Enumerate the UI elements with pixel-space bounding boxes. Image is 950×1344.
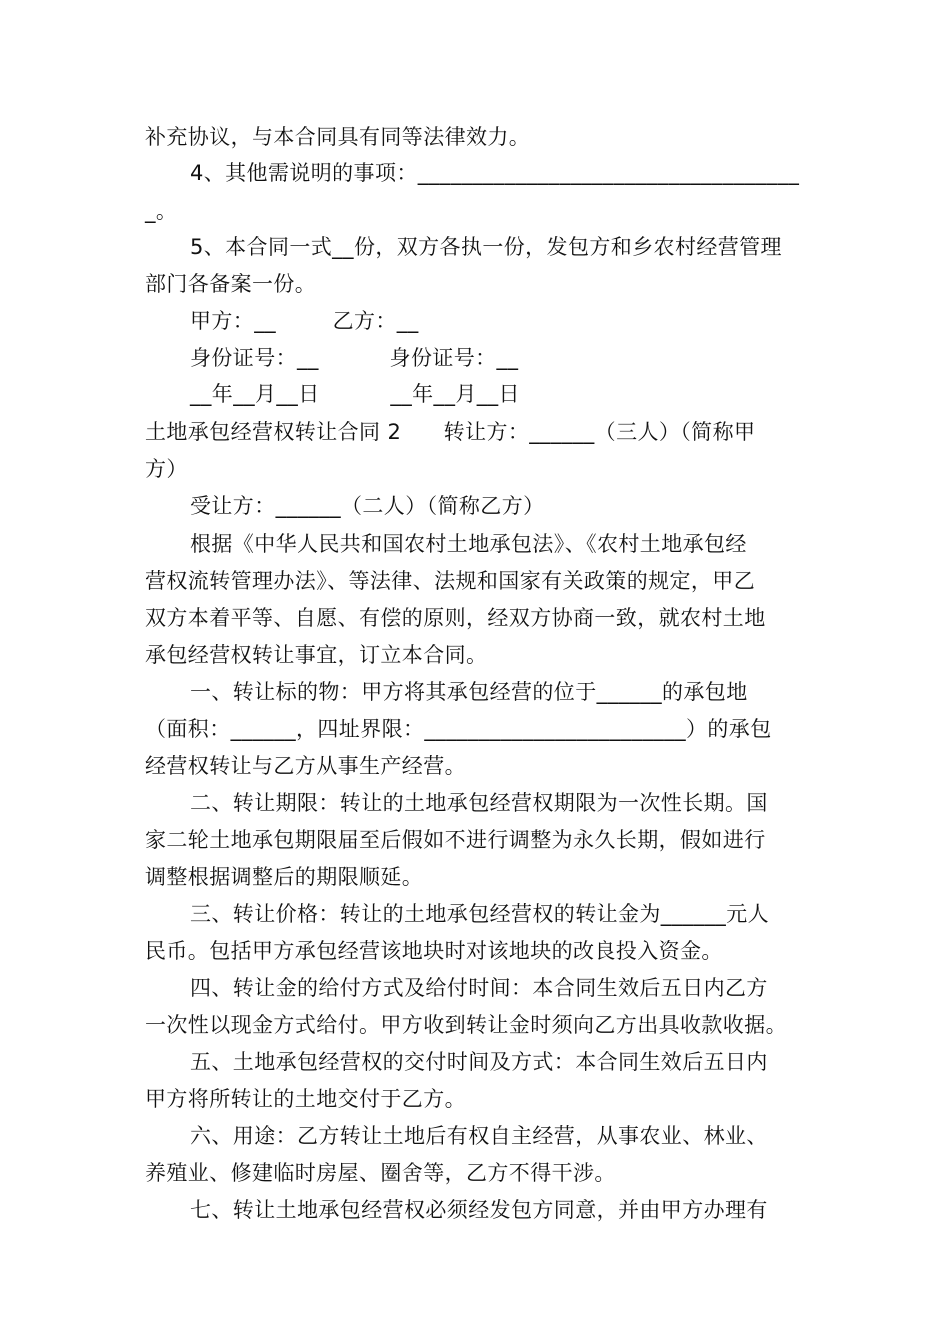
text-line: （面积：______，四址界限：________________________）的承包 — [145, 717, 772, 741]
id-number-line: 身份证号：__ 身份证号：__ — [190, 346, 519, 370]
clause-3-line: 三、转让价格：转让的土地承包经营权的转让金为______元人 — [190, 902, 769, 926]
text-line: 甲方将所转让的土地交付于乙方。 — [145, 1087, 466, 1111]
text-line: 5、本合同一式__份，双方各执一份，发包方和乡农村经营管理 — [190, 235, 782, 259]
text-line: 补充协议，与本合同具有同等法律效力。 — [145, 125, 531, 149]
clause-2-line: 二、转让期限：转让的土地承包经营权期限为一次性长期。国 — [190, 791, 768, 815]
text-line: 一次性以现金方式给付。甲方收到转让金时须向乙方出具收款收据。 — [145, 1013, 787, 1037]
text-line: 民币。包括甲方承包经营该地块时对该地块的改良投入资金。 — [145, 939, 723, 963]
text-line: 家二轮土地承包期限届至后假如不进行调整为永久长期，假如进行 — [145, 828, 766, 852]
text-line: 根据《中华人民共和国农村土地承包法》、《农村土地承包经 — [190, 532, 747, 556]
transferee-line: 受让方：______（二人）（简称乙方） — [190, 494, 545, 518]
text-line: 部门各备案一份。 — [145, 272, 317, 296]
text-line: 双方本着平等、自愿、有偿的原则，经双方协商一致，就农村土地 — [145, 606, 766, 630]
text-line: _。 — [145, 199, 178, 223]
text-line: 养殖业、修建临时房屋、圈舍等，乙方不得干涉。 — [145, 1161, 616, 1185]
clause-7-line: 七、转让土地承包经营权必须经发包方同意，并由甲方办理有 — [190, 1198, 768, 1222]
contract-title-line: 土地承包经营权转让合同 2 转让方：______（三人）（简称甲 — [145, 420, 756, 444]
text-line: 经营权转让与乙方从事生产经营。 — [145, 754, 466, 778]
text-line: 承包经营权转让事宜，订立本合同。 — [145, 643, 488, 667]
clause-4-line: 四、转让金的给付方式及给付时间：本合同生效后五日内乙方 — [190, 976, 768, 1000]
text-line: 方） — [145, 457, 188, 481]
clause-1-line: 一、转让标的物：甲方将其承包经营的位于______的承包地 — [190, 680, 748, 704]
text-line: 4、其他需说明的事项：___________________________________ — [190, 161, 800, 185]
signature-parties-line: 甲方：__ 乙方：__ — [190, 309, 419, 333]
date-line: __年__月__日 __年__月__日 — [190, 382, 520, 406]
clause-5-line: 五、土地承包经营权的交付时间及方式：本合同生效后五日内 — [190, 1050, 768, 1074]
clause-6-line: 六、用途：乙方转让土地后有权自主经营，从事农业、林业、 — [190, 1124, 768, 1148]
text-line: 营权流转管理办法》、等法律、法规和国家有关政策的规定，甲乙 — [145, 569, 756, 593]
text-line: 调整根据调整后的期限顺延。 — [145, 865, 424, 889]
